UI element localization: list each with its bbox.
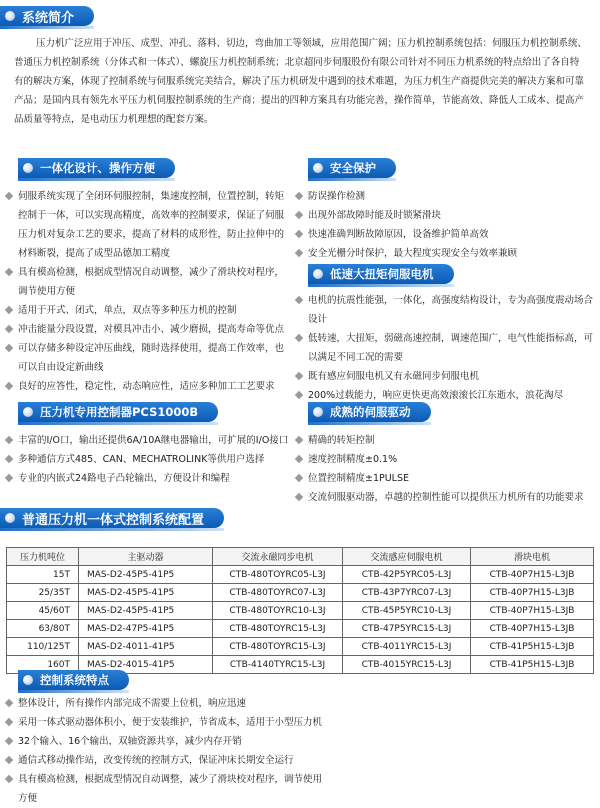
table-cell: CTB-41P5H15-L3JB: [471, 638, 594, 656]
list-item: 200%过载能力，响应更快更高效滚滚长江东逝水，浪花淘尽: [294, 386, 596, 405]
integrated-title: 一体化设计、操作方便: [40, 161, 155, 175]
drive-header: [308, 402, 431, 422]
bullet-circle-icon: [313, 407, 323, 417]
bullet-circle-icon: [5, 11, 15, 21]
list-item: 位置控制精度±1PULSE: [294, 469, 596, 488]
table-cell: CTB-4140TYRC15-L3J: [213, 656, 343, 674]
list-item: 防误操作检测: [294, 187, 596, 206]
list-item: 良好的应答性，稳定性，动态响应性，适应多种加工工艺要求: [4, 377, 286, 396]
table-header-cell: 滑块电机: [471, 548, 594, 566]
bullet-circle-icon: [313, 163, 323, 173]
drive-title: 成熟的伺服驱动: [330, 405, 411, 419]
table-cell: CTB-4011YRC15-L3J: [343, 638, 471, 656]
features-header: [18, 670, 129, 690]
bullet-circle-icon: [23, 675, 33, 685]
list-item: 可以存储多种设定冲压曲线，随时选择使用，提高工作效率，也可以自由设定新曲线: [4, 339, 286, 377]
motor-header: [308, 264, 454, 284]
config-title: 普通压力机一体式控制系统配置: [22, 512, 205, 528]
table-cell: CTB-480TOYRC15-L3J: [213, 620, 343, 638]
table-row: [7, 638, 594, 656]
table-cell: CTB-41P5H15-L3JB: [471, 656, 594, 674]
overview-text: 压力机广泛应用于冲压、成型、冲孔、落料、切边，弯曲加工等领域，应用范围广阔；压力机控制系统包括：伺服压力机控制系统、普通压力机控制系统（分体式和一体式）、螺旋压力机控制系统；北京超同步伺服股份有限公司针对不同压力机系统的特点给出了各自特有的解决方案，体现了控制系统与伺服系统完美结合，解决了压力机研发中遇到的技术难题，为压力机生产商提供完美的解决方案和可靠产品；是国内具有领先水平压力机伺服控制系统的生产商；提出的四种方案具有功能完善，操作简单，节能高效、降低人工成本、提高产品质量等特点，是电动压力机理想的配套方案。: [14, 38, 588, 125]
table-cell: 110/125T: [7, 638, 79, 656]
table-cell: 63/80T: [7, 620, 79, 638]
drive-list: [294, 431, 596, 507]
config-header: [0, 508, 224, 528]
list-item: 专业的内嵌式24路电子凸轮输出，方便设计和编程: [4, 469, 290, 488]
list-item: 快速准确判断故障原因，设备维护简单高效: [294, 225, 596, 244]
drive-header-bar: [308, 402, 431, 422]
list-item: 精确的转矩控制: [294, 431, 596, 450]
table-cell: CTB-40P7H15-L3JB: [471, 602, 594, 620]
motor-list: [294, 291, 596, 405]
table-header-cell: 压力机吨位: [7, 548, 79, 566]
bullet-circle-icon: [313, 269, 323, 279]
list-item: 伺服系统实现了全闭环伺服控制，集速度控制，位置控制，转矩控制于一体，可以实现高精度，高效率的控制要求，保证了伺服压力机对复杂工艺的要求，提高了材料的成形性，防止拉伸中的材料断裂，提高了成型品德加工精度: [4, 187, 286, 263]
table-row: [7, 566, 594, 584]
table-cell: MAS-D2-45P5-41P5: [79, 566, 213, 584]
features-header-bar: [18, 670, 129, 690]
table-cell: CTB-4015YRC15-L3J: [343, 656, 471, 674]
table-cell: CTB-480TOYRC05-L3J: [213, 566, 343, 584]
overview-header: [0, 6, 94, 26]
list-item: 通信式移动操作站，改变传统的控制方式，保证冲床长期安全运行: [4, 751, 324, 770]
controller-header: [18, 402, 218, 422]
table-cell: 15T: [7, 566, 79, 584]
table-cell: 25/35T: [7, 584, 79, 602]
overview-title: 系统简介: [22, 10, 75, 26]
table-cell: CTB-43P7YRC07-L3J: [343, 584, 471, 602]
table-header-cell: 主驱动器: [79, 548, 213, 566]
list-item: 低转速，大扭矩，弱磁高速控制，调速范围广，电气性能指标高，可以满足不同工况的需要: [294, 329, 596, 367]
list-item: 多种通信方式485、CAN、MECHATROLINK等供用户选择: [4, 450, 290, 469]
bullet-circle-icon: [23, 407, 33, 417]
list-item: 速度控制精度±0.1%: [294, 450, 596, 469]
controller-list: [4, 431, 290, 488]
overview-header-bar: [0, 6, 94, 26]
integrated-list: [4, 187, 286, 396]
table-cell: MAS-D2-47P5-41P5: [79, 620, 213, 638]
table-header-row: [7, 548, 594, 566]
table-header-cell: 交流感应伺服电机: [343, 548, 471, 566]
table-header-cell: 交流永磁同步电机: [213, 548, 343, 566]
list-item: 具有模高检测，根据成型情况自动调整，减少了滑块校对程序，调节使用方便: [4, 263, 286, 301]
motor-header-bar: [308, 264, 454, 284]
list-item: 电机的抗震性能强，一体化，高强度结构设计，专为高强度震动场合设计: [294, 291, 596, 329]
motor-title: 低速大扭矩伺服电机: [330, 267, 434, 281]
controller-header-bar: [18, 402, 218, 422]
table-cell: CTB-40P7H15-L3JB: [471, 566, 594, 584]
table-cell: CTB-480TOYRC07-L3J: [213, 584, 343, 602]
list-item: 采用一体式驱动器体积小，便于安装维护，节省成本，适用于小型压力机: [4, 713, 324, 732]
safety-header: [308, 158, 396, 178]
integrated-header: [18, 158, 175, 178]
safety-header-bar: [308, 158, 396, 178]
table-cell: CTB-40P7H15-L3JB: [471, 584, 594, 602]
safety-list: [294, 187, 596, 263]
table-row: [7, 584, 594, 602]
list-item: 既有感应伺服电机又有永磁同步伺服电机: [294, 367, 596, 386]
table-cell: MAS-D2-45P5-41P5: [79, 602, 213, 620]
list-item: 交流伺服驱动器，卓越的控制性能可以提供压力机所有的功能要求: [294, 488, 596, 507]
table-cell: 45/60T: [7, 602, 79, 620]
list-item: 32个输入、16个输出，双轴资源共享，减少内存开销: [4, 732, 324, 751]
features-title: 控制系统特点: [40, 673, 109, 687]
table-cell: MAS-D2-45P5-41P5: [79, 584, 213, 602]
config-header-bar: [0, 508, 224, 528]
list-item: 适用于开式、闭式，单点，双点等多种压力机的控制: [4, 301, 286, 320]
list-item: 具有模高检测，根据成型情况自动调整，减少了滑块校对程序，调节使用方便: [4, 770, 324, 808]
table-cell: CTB-480TOYRC10-L3J: [213, 602, 343, 620]
config-table: [6, 547, 594, 674]
controller-title: 压力机专用控制器PCS1000B: [40, 405, 199, 419]
table-cell: CTB-45P5YRC10-L3J: [343, 602, 471, 620]
list-item: 出现外部故障时能及时锁紧滑块: [294, 206, 596, 225]
table-row: [7, 602, 594, 620]
table-cell: CTB-40P7H15-L3JB: [471, 620, 594, 638]
bullet-circle-icon: [5, 513, 15, 523]
features-list: [4, 694, 324, 808]
bullet-circle-icon: [23, 163, 33, 173]
list-item: 安全光栅分时保护，最大程度实现安全与效率兼顾: [294, 244, 596, 263]
list-item: 冲击能量分段设置，对模具冲击小、减少磨损，提高寿命等优点: [4, 320, 286, 339]
table-cell: CTB-47P5YRC15-L3J: [343, 620, 471, 638]
list-item: 丰富的I/O口，输出还提供6A/10A继电器输出，可扩展的I/O接口: [4, 431, 290, 450]
table-cell: 160T: [7, 656, 79, 674]
table-cell: CTB-42P5YRC05-L3J: [343, 566, 471, 584]
safety-title: 安全保护: [330, 161, 376, 175]
table-row: [7, 620, 594, 638]
integrated-header-bar: [18, 158, 175, 178]
list-item: 整体设计，所有操作内部完成不需要上位机，响应迅速: [4, 694, 324, 713]
table-cell: MAS-D2-4015-41P5: [79, 656, 213, 674]
table-cell: CTB-480TOYRC15-L3J: [213, 638, 343, 656]
table-cell: MAS-D2-4011-41P5: [79, 638, 213, 656]
